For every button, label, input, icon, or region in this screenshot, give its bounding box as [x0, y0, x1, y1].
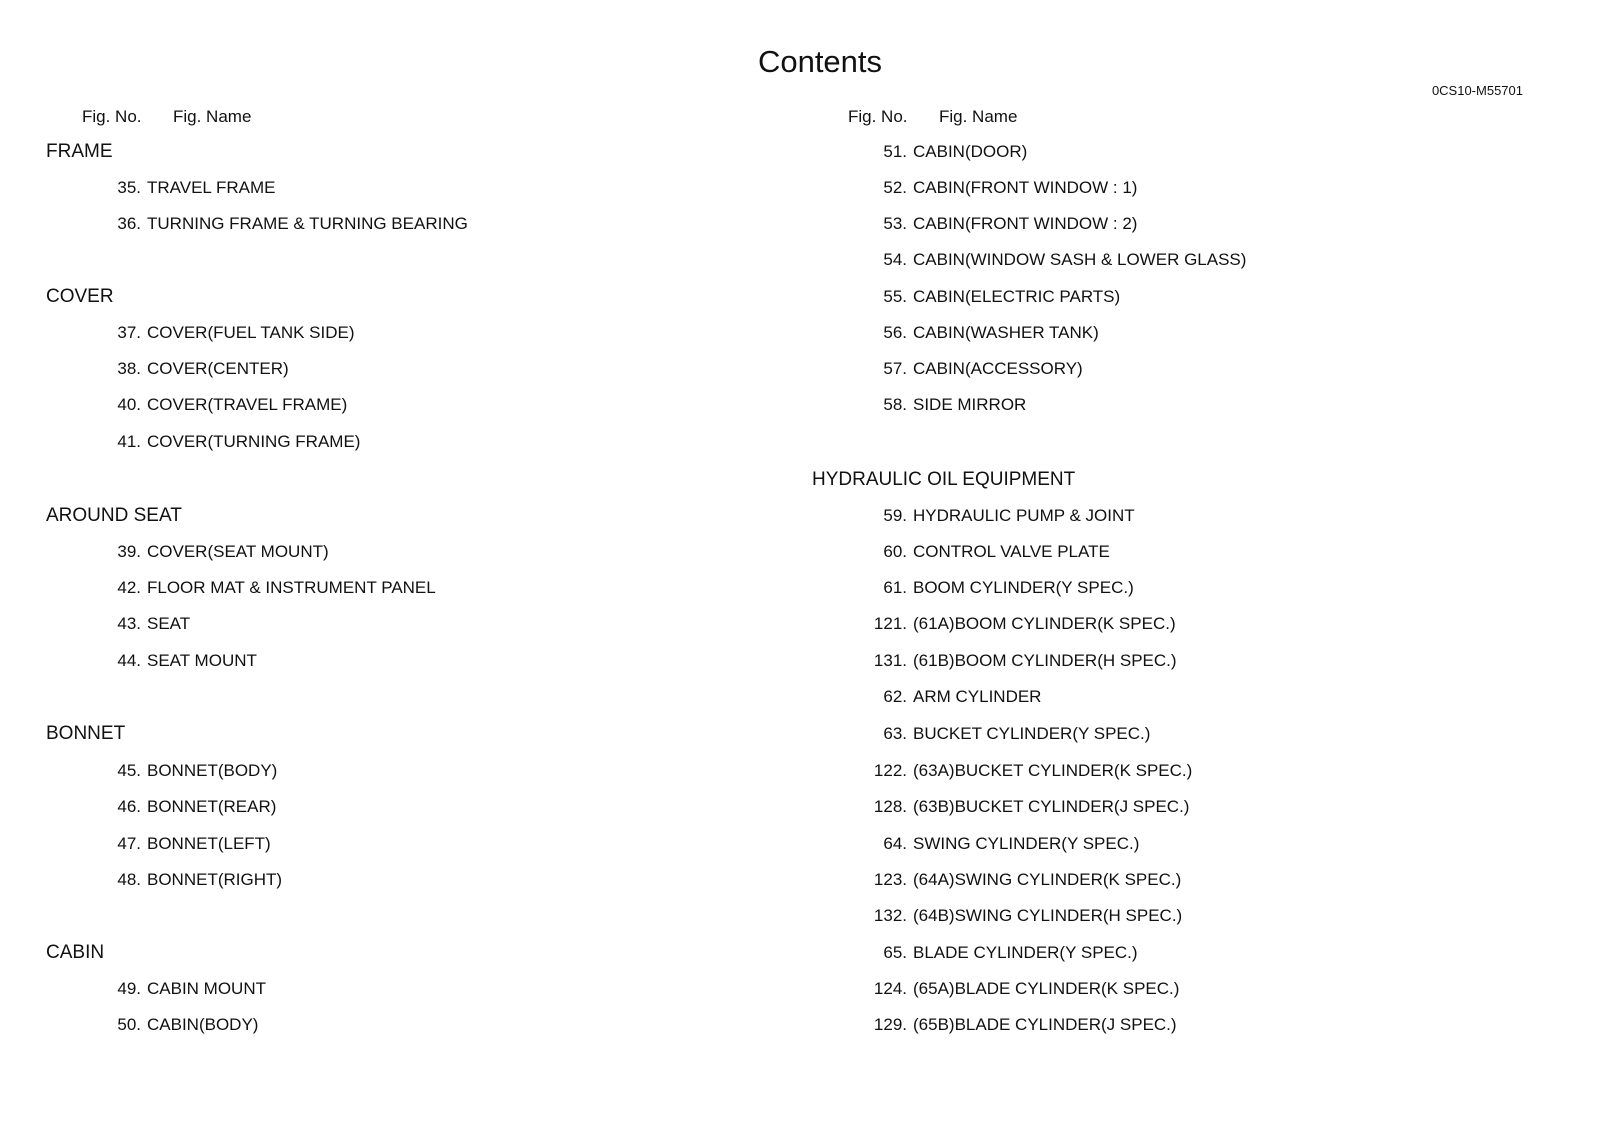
fig-name: (64B)SWING CYLINDER(H SPEC.): [913, 906, 1183, 925]
section-title-cabin[interactable]: CABIN: [46, 942, 105, 963]
fig-name: BOOM CYLINDER(Y SPEC.): [913, 578, 1134, 597]
fig-number: 49.: [117, 979, 141, 998]
fig-number: 42.: [117, 578, 141, 597]
fig-number: 121.: [873, 614, 907, 633]
fig-name-header: Fig. Name: [173, 107, 252, 126]
fig-name: CABIN(ACCESSORY): [913, 359, 1083, 378]
fig-number: 47.: [117, 834, 141, 853]
fig-number: 53.: [883, 214, 907, 233]
fig-name: TURNING FRAME & TURNING BEARING: [147, 214, 468, 233]
fig-name: CABIN(WINDOW SASH & LOWER GLASS): [913, 250, 1247, 269]
fig-name: CABIN(FRONT WINDOW : 1): [913, 178, 1138, 197]
fig-number: 37.: [117, 323, 141, 342]
fig-number: 41.: [117, 432, 141, 451]
fig-number: 46.: [117, 797, 141, 816]
section-title-around-seat[interactable]: AROUND SEAT: [46, 505, 182, 526]
fig-number: 59.: [883, 506, 907, 525]
fig-name: BUCKET CYLINDER(Y SPEC.): [913, 724, 1151, 743]
fig-name: BLADE CYLINDER(Y SPEC.): [913, 943, 1138, 962]
fig-name: BONNET(RIGHT): [147, 870, 283, 889]
fig-name: (61A)BOOM CYLINDER(K SPEC.): [913, 614, 1176, 633]
fig-no-header: Fig. No.: [848, 107, 908, 126]
document-code: 0CS10-M55701: [1431, 83, 1523, 98]
fig-number: 62.: [883, 687, 907, 706]
fig-number: 56.: [883, 323, 907, 342]
fig-name: SWING CYLINDER(Y SPEC.): [913, 834, 1140, 853]
section-title-hydraulic[interactable]: HYDRAULIC OIL EQUIPMENT: [812, 469, 1076, 490]
fig-number: 45.: [117, 761, 141, 780]
fig-name: (61B)BOOM CYLINDER(H SPEC.): [913, 651, 1177, 670]
fig-number: 61.: [883, 578, 907, 597]
fig-name: COVER(FUEL TANK SIDE): [147, 323, 355, 342]
fig-name: (64A)SWING CYLINDER(K SPEC.): [913, 870, 1182, 889]
section-title-bonnet[interactable]: BONNET: [46, 723, 126, 744]
fig-number: 122.: [873, 761, 907, 780]
section-title-cover[interactable]: COVER: [46, 286, 114, 307]
fig-number: 44.: [117, 651, 141, 670]
fig-number: 52.: [883, 178, 907, 197]
fig-name: CABIN(DOOR): [913, 142, 1028, 161]
fig-number: 124.: [873, 979, 907, 998]
fig-name: COVER(SEAT MOUNT): [147, 542, 329, 561]
fig-number: 35.: [117, 178, 141, 197]
fig-name: SIDE MIRROR: [913, 395, 1027, 414]
fig-number: 54.: [883, 250, 907, 269]
fig-number: 40.: [117, 395, 141, 414]
fig-name: ARM CYLINDER: [913, 687, 1042, 706]
fig-name: SEAT MOUNT: [147, 651, 257, 670]
fig-no-header: Fig. No.: [82, 107, 142, 126]
page-title: Contents: [757, 44, 883, 79]
fig-name: CABIN MOUNT: [147, 979, 266, 998]
fig-number: 129.: [873, 1015, 907, 1034]
fig-name: COVER(TRAVEL FRAME): [147, 395, 348, 414]
fig-number: 57.: [883, 359, 907, 378]
fig-name: HYDRAULIC PUMP & JOINT: [913, 506, 1135, 525]
fig-number: 64.: [883, 834, 907, 853]
fig-name: (65A)BLADE CYLINDER(K SPEC.): [913, 979, 1180, 998]
fig-name: COVER(CENTER): [147, 359, 289, 378]
fig-number: 36.: [117, 214, 141, 233]
fig-name: FLOOR MAT & INSTRUMENT PANEL: [147, 578, 436, 597]
fig-name: (65B)BLADE CYLINDER(J SPEC.): [913, 1015, 1177, 1034]
fig-number: 43.: [117, 614, 141, 633]
fig-number: 48.: [117, 870, 141, 889]
fig-name: CABIN(BODY): [147, 1015, 259, 1034]
fig-name: (63A)BUCKET CYLINDER(K SPEC.): [913, 761, 1193, 780]
fig-number: 51.: [883, 142, 907, 161]
fig-number: 58.: [883, 395, 907, 414]
fig-name: CONTROL VALVE PLATE: [913, 542, 1110, 561]
fig-number: 50.: [117, 1015, 141, 1034]
fig-name: (63B)BUCKET CYLINDER(J SPEC.): [913, 797, 1190, 816]
fig-number: 65.: [883, 943, 907, 962]
fig-number: 132.: [873, 906, 907, 925]
fig-number: 38.: [117, 359, 141, 378]
fig-name-header: Fig. Name: [939, 107, 1018, 126]
fig-number: 60.: [883, 542, 907, 561]
fig-name: CABIN(ELECTRIC PARTS): [913, 287, 1121, 306]
fig-number: 128.: [873, 797, 907, 816]
fig-name: COVER(TURNING FRAME): [147, 432, 361, 451]
fig-number: 55.: [883, 287, 907, 306]
fig-number: 123.: [873, 870, 907, 889]
fig-name: BONNET(LEFT): [147, 834, 271, 853]
fig-name: SEAT: [147, 614, 191, 633]
fig-number: 63.: [883, 724, 907, 743]
fig-name: BONNET(REAR): [147, 797, 277, 816]
fig-name: CABIN(WASHER TANK): [913, 323, 1099, 342]
fig-number: 39.: [117, 542, 141, 561]
section-title-frame[interactable]: FRAME: [46, 141, 113, 162]
fig-number: 131.: [873, 651, 907, 670]
fig-name: BONNET(BODY): [147, 761, 278, 780]
fig-name: CABIN(FRONT WINDOW : 2): [913, 214, 1138, 233]
fig-name: TRAVEL FRAME: [147, 178, 276, 197]
